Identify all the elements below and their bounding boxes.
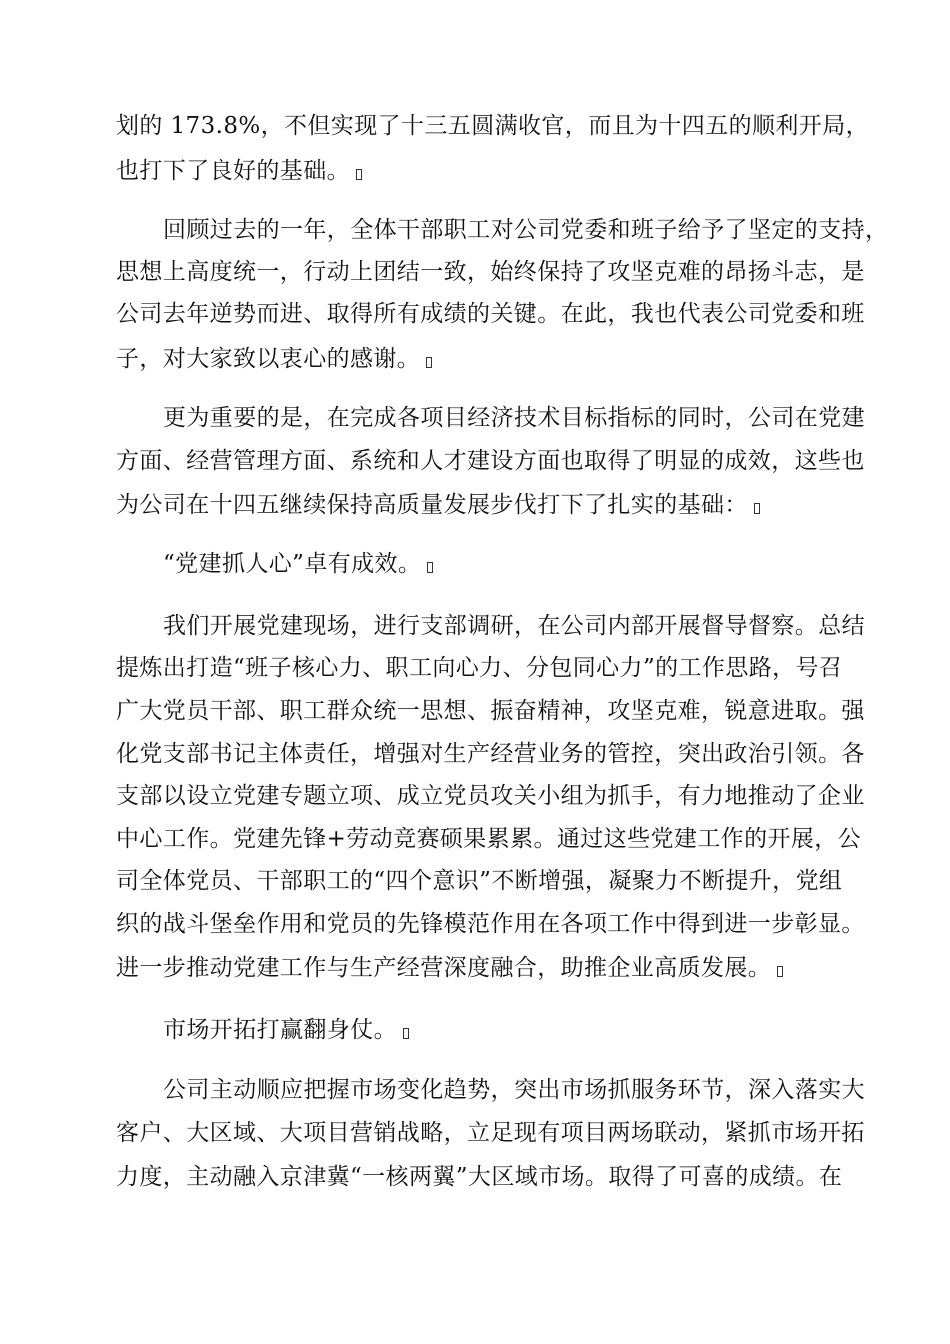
paragraph-mark-icon bbox=[356, 169, 362, 180]
paragraph-mark-icon bbox=[754, 503, 760, 514]
line-text: 司全体党员、干部职工的“四个意识”不断增强，凝聚力不断提升，党组 bbox=[116, 868, 843, 894]
text-line bbox=[116, 1160, 842, 1194]
text-line bbox=[116, 255, 865, 289]
line-text: 化党支部书记主体责任，增强对生产经营业务的管控，突出政治引领。各 bbox=[116, 741, 865, 767]
line-text: 也打下了良好的基础。 bbox=[116, 158, 350, 184]
line-text: “党建抓人心”卓有成效。 bbox=[163, 551, 422, 577]
line-text: 划的 173.8%，不但实现了十三五圆满收官，而且为十四五的顺利开局， bbox=[116, 113, 870, 139]
text-line bbox=[116, 1116, 865, 1150]
line-text: 我们开展党建现场，进行支部调研，在公司内部开展督导督察。总结 bbox=[163, 613, 865, 639]
text-line bbox=[163, 1073, 865, 1107]
line-text: 进一步推动党建工作与生产经营深度融合，助推企业高质发展。 bbox=[116, 955, 772, 981]
text-line bbox=[116, 822, 861, 856]
line-text: 提炼出打造“班子核心力、职工向心力、分包同心力”的工作思路，号召 bbox=[116, 655, 843, 681]
text-line bbox=[116, 297, 865, 331]
line-text: 方面、经营管理方面、系统和人才建设方面也取得了明显的成效，这些也 bbox=[116, 448, 865, 474]
text-line bbox=[116, 907, 865, 941]
text-line bbox=[163, 609, 865, 643]
text-line bbox=[116, 737, 865, 771]
line-text: 力度，主动融入京津冀“一核两翼”大区域市场。取得了可喜的成绩。在 bbox=[116, 1164, 843, 1190]
line-text: 子，对大家致以衷心的感谢。 bbox=[116, 346, 421, 372]
line-text: 织的战斗堡垒作用和党员的先锋模范作用在各项工作中得到进一步彰显。 bbox=[116, 911, 865, 937]
text-line bbox=[116, 951, 783, 985]
section-heading bbox=[163, 547, 433, 581]
line-text: 更为重要的是，在完成各项目经济技术目标指标的同时，公司在党建 bbox=[163, 405, 865, 431]
section-heading bbox=[163, 1013, 409, 1047]
text-line bbox=[163, 213, 888, 247]
line-text: 市场开拓打赢翻身仗。 bbox=[163, 1017, 397, 1043]
line-text: 回顾过去的一年，全体干部职工对公司党委和班子给予了坚定的支持， bbox=[163, 217, 889, 243]
text-line bbox=[116, 488, 760, 522]
paragraph-mark-icon bbox=[427, 562, 433, 573]
line-text: 支部以设立党建专题立项、成立党员攻关小组为抓手，有力地推动了企业 bbox=[116, 783, 865, 809]
text-line bbox=[116, 864, 842, 898]
text-line bbox=[116, 109, 869, 143]
text-line bbox=[163, 401, 865, 435]
line-text: 公司主动顺应把握市场变化趋势，突出市场抓服务环节，深入落实大 bbox=[163, 1077, 865, 1103]
text-line bbox=[116, 651, 842, 685]
line-text: 为公司在十四五继续保持高质量发展步伐打下了扎实的基础： bbox=[116, 492, 748, 518]
text-line bbox=[116, 779, 865, 813]
line-text: 广大党员干部、职工群众统一思想、振奋精神，攻坚克难，锐意进取。强 bbox=[116, 698, 865, 724]
line-text: 中心工作。党建先锋+劳动竞赛硕果累累。通过这些党建工作的开展，公 bbox=[116, 826, 862, 852]
paragraph-mark-icon bbox=[426, 357, 432, 368]
line-text: 公司去年逆势而进、取得所有成绩的关键。在此，我也代表公司党委和班 bbox=[116, 301, 865, 327]
text-line bbox=[116, 694, 865, 728]
paragraph-mark-icon bbox=[403, 1028, 409, 1039]
line-text: 思想上高度统一，行动上团结一致，始终保持了攻坚克难的昂扬斗志，是 bbox=[116, 259, 865, 285]
paragraph-mark-icon bbox=[777, 966, 783, 977]
text-line bbox=[116, 154, 362, 188]
text-line bbox=[116, 444, 865, 478]
line-text: 客户、大区域、大项目营销战略，立足现有项目两场联动，紧抓市场开拓 bbox=[116, 1120, 865, 1146]
text-line bbox=[116, 342, 432, 376]
